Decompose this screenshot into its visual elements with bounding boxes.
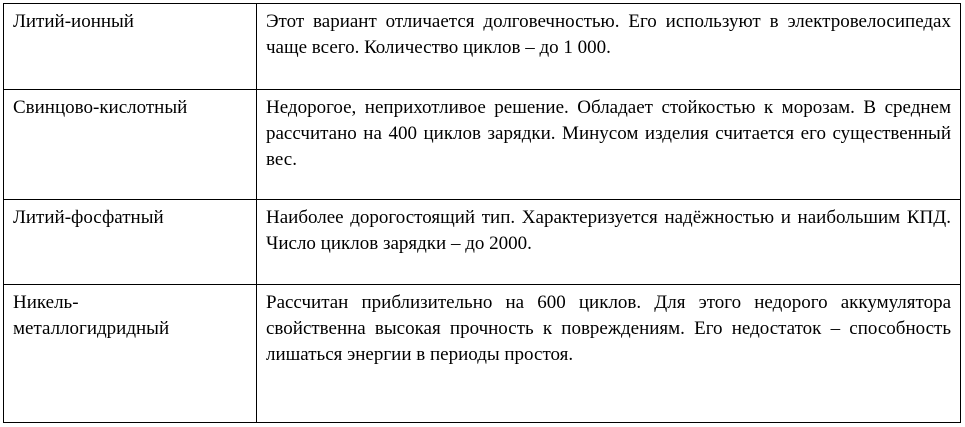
battery-type-description: Наиболее дорогостоящий тип. Характеризуется надёжностью и наибольшим КПД. Число циклов зарядки – до 2000. bbox=[257, 200, 961, 285]
battery-type-description: Недорогое, неприхотливое решение. Обладает стойкостью к морозам. В среднем рассчитано на 400 циклов зарядки. Минусом изделия считается его существенный вес. bbox=[257, 90, 961, 200]
table-row bbox=[4, 90, 961, 200]
battery-type-description: Этот вариант отличается долговечностью. Его используют в электровелосипедах чаще всего. Количество циклов – до 1 000. bbox=[257, 4, 961, 90]
battery-type-description: Рассчитан приблизительно на 600 циклов. Для этого недорого аккумулятора свойственна высокая прочность к повреждениям. Его недостаток – способность лишаться энергии в периоды простоя. bbox=[257, 285, 961, 423]
table-row bbox=[4, 200, 961, 285]
battery-type-name: Свинцово-кислотный bbox=[4, 90, 257, 200]
battery-type-name: Литий-фосфатный bbox=[4, 200, 257, 285]
table-row bbox=[4, 4, 961, 90]
battery-type-name bbox=[4, 285, 257, 423]
table-row bbox=[4, 285, 961, 423]
battery-type-name-part: Никель-металлогидридный bbox=[13, 292, 170, 339]
battery-type-name: Литий-ионный bbox=[4, 4, 257, 90]
battery-types-table bbox=[3, 3, 961, 423]
